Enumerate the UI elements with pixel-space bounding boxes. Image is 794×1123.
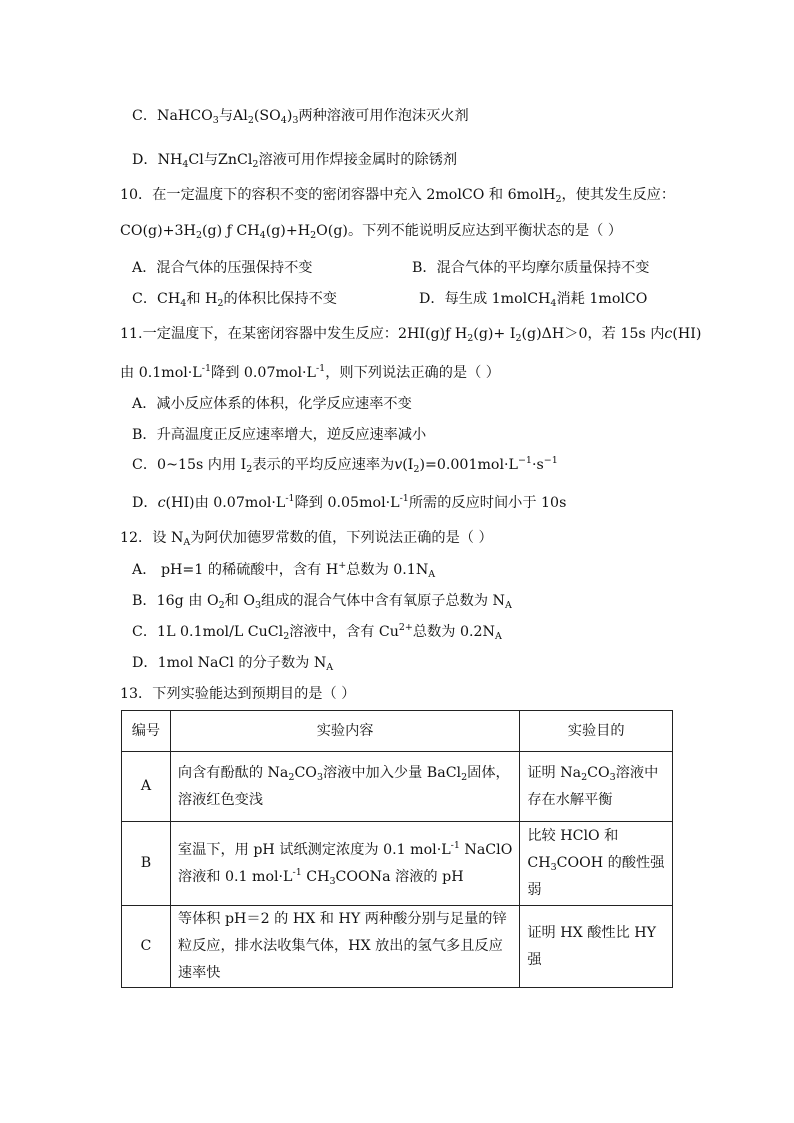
q11-option-a: A．减小反应体系的体积，化学反应速率不变: [132, 396, 412, 412]
q11-stem-line2: 由 $0.1mol\cdot L^{-1}$降到 $0.07mol\cdot L^{-1}$，则下列说法正确的是（ ）: [120, 363, 500, 381]
q11-stem-line1: 11.一定温度下，在某密闭容器中发生反应：2HI(g)ƒ $H_2(g)+ I_2(g)\Delta H>0$，若 15s 内c(HI): [120, 326, 702, 344]
q11-option-c: C．0~15s 内用 $I_2$表示的平均反应速率为$v(I_2)=0.001mol\cdot L^{-1}\cdot s^{-1}$: [132, 455, 558, 475]
q10-option-c: C．$CH_4$和 $H_2$的体积比保持不变: [132, 291, 337, 309]
q12-option-a: A． pH=1 的稀硫酸中，含有 H+总数为 $0.1N_A$: [132, 560, 436, 580]
table-header-row: [122, 711, 673, 752]
row-content: 室温下，用 pH 试纸测定浓度为 0.1 $mol\cdot L^{-1}$ NaClO 溶液和 0.1 $mol\cdot L^{-1}$ $CH_3COONa$ 溶液的 pH: [170, 822, 519, 906]
q9-option-d: D．$NH_4Cl$与ZnCl$_2$溶液可用作焊接金属时的除锈剂: [132, 152, 458, 170]
table-row: [122, 752, 673, 822]
table-header-purpose: 实验目的: [520, 711, 673, 752]
row-purpose: 证明 $Na_2CO_3$溶液中存在水解平衡: [520, 752, 673, 822]
q12-option-c: C．1L 0.1mol/L CuCl$_2$溶液中，含有 $Cu^{2+}$总数为 $0.2N_A$: [132, 622, 502, 642]
q10-option-d: D．每生成 1molCH$_4$消耗 1molCO: [419, 291, 648, 309]
table-row: [122, 906, 673, 988]
q11-option-b: B．升高温度正反应速率增大，逆反应速率减小: [132, 427, 427, 443]
q10-option-b: B．混合气体的平均摩尔质量保持不变: [412, 260, 650, 276]
q10-equation: $CO(g)+3H_2(g)$ ƒ $CH_4(g)+H_2O(g)$。下列不能说明反应达到平衡状态的是（ ）: [120, 223, 623, 241]
table-header-id: 编号: [122, 711, 171, 752]
q10-stem-line1: 10．在一定温度下的容积不变的密闭容器中充入 2molCO 和 6molH$_2$，使其发生反应：: [120, 187, 676, 205]
row-id: B: [122, 822, 171, 906]
row-id: A: [122, 752, 171, 822]
table-header-content: 实验内容: [170, 711, 519, 752]
table-row: [122, 822, 673, 906]
q12-option-d: D．1mol NaCl 的分子数为 $N_A$: [132, 655, 334, 673]
q13-stem: 13．下列实验能达到预期目的是（ ）: [120, 686, 356, 702]
q10-option-a: A．混合气体的压强保持不变: [132, 260, 313, 276]
row-purpose: 证明 HX 酸性比 HY 强: [520, 906, 673, 988]
q9-option-c: C．NaHCO$_3$与$Al_2(SO_4)_3$两种溶液可用作泡沫灭火剂: [132, 108, 469, 126]
q11-option-d: D．c(HI)由 $0.07mol\cdot L^{-1}$降到 $0.05mol\cdot L^{-1}$所需的反应时间小于 10s: [132, 493, 567, 511]
row-purpose: 比较 HClO 和 $CH_3COOH$ 的酸性强弱: [520, 822, 673, 906]
q12-stem: 12．设 $N_A$为阿伏加德罗常数的值，下列说法正确的是（ ）: [120, 530, 493, 548]
row-content: 等体积 pH＝2 的 HX 和 HY 两种酸分别与足量的锌粒反应，排水法收集气体，HX 放出的氢气多且反应速率快: [170, 906, 519, 988]
experiment-table: [121, 710, 673, 988]
row-id: C: [122, 906, 171, 988]
q12-option-b: B．16g 由 $O_2$和 $O_3$组成的混合气体中含有氧原子总数为 $N_A$: [132, 593, 512, 611]
row-content: 向含有酚酞的 $Na_2CO_3$溶液中加入少量 BaCl$_2$固体，溶液红色变浅: [170, 752, 519, 822]
